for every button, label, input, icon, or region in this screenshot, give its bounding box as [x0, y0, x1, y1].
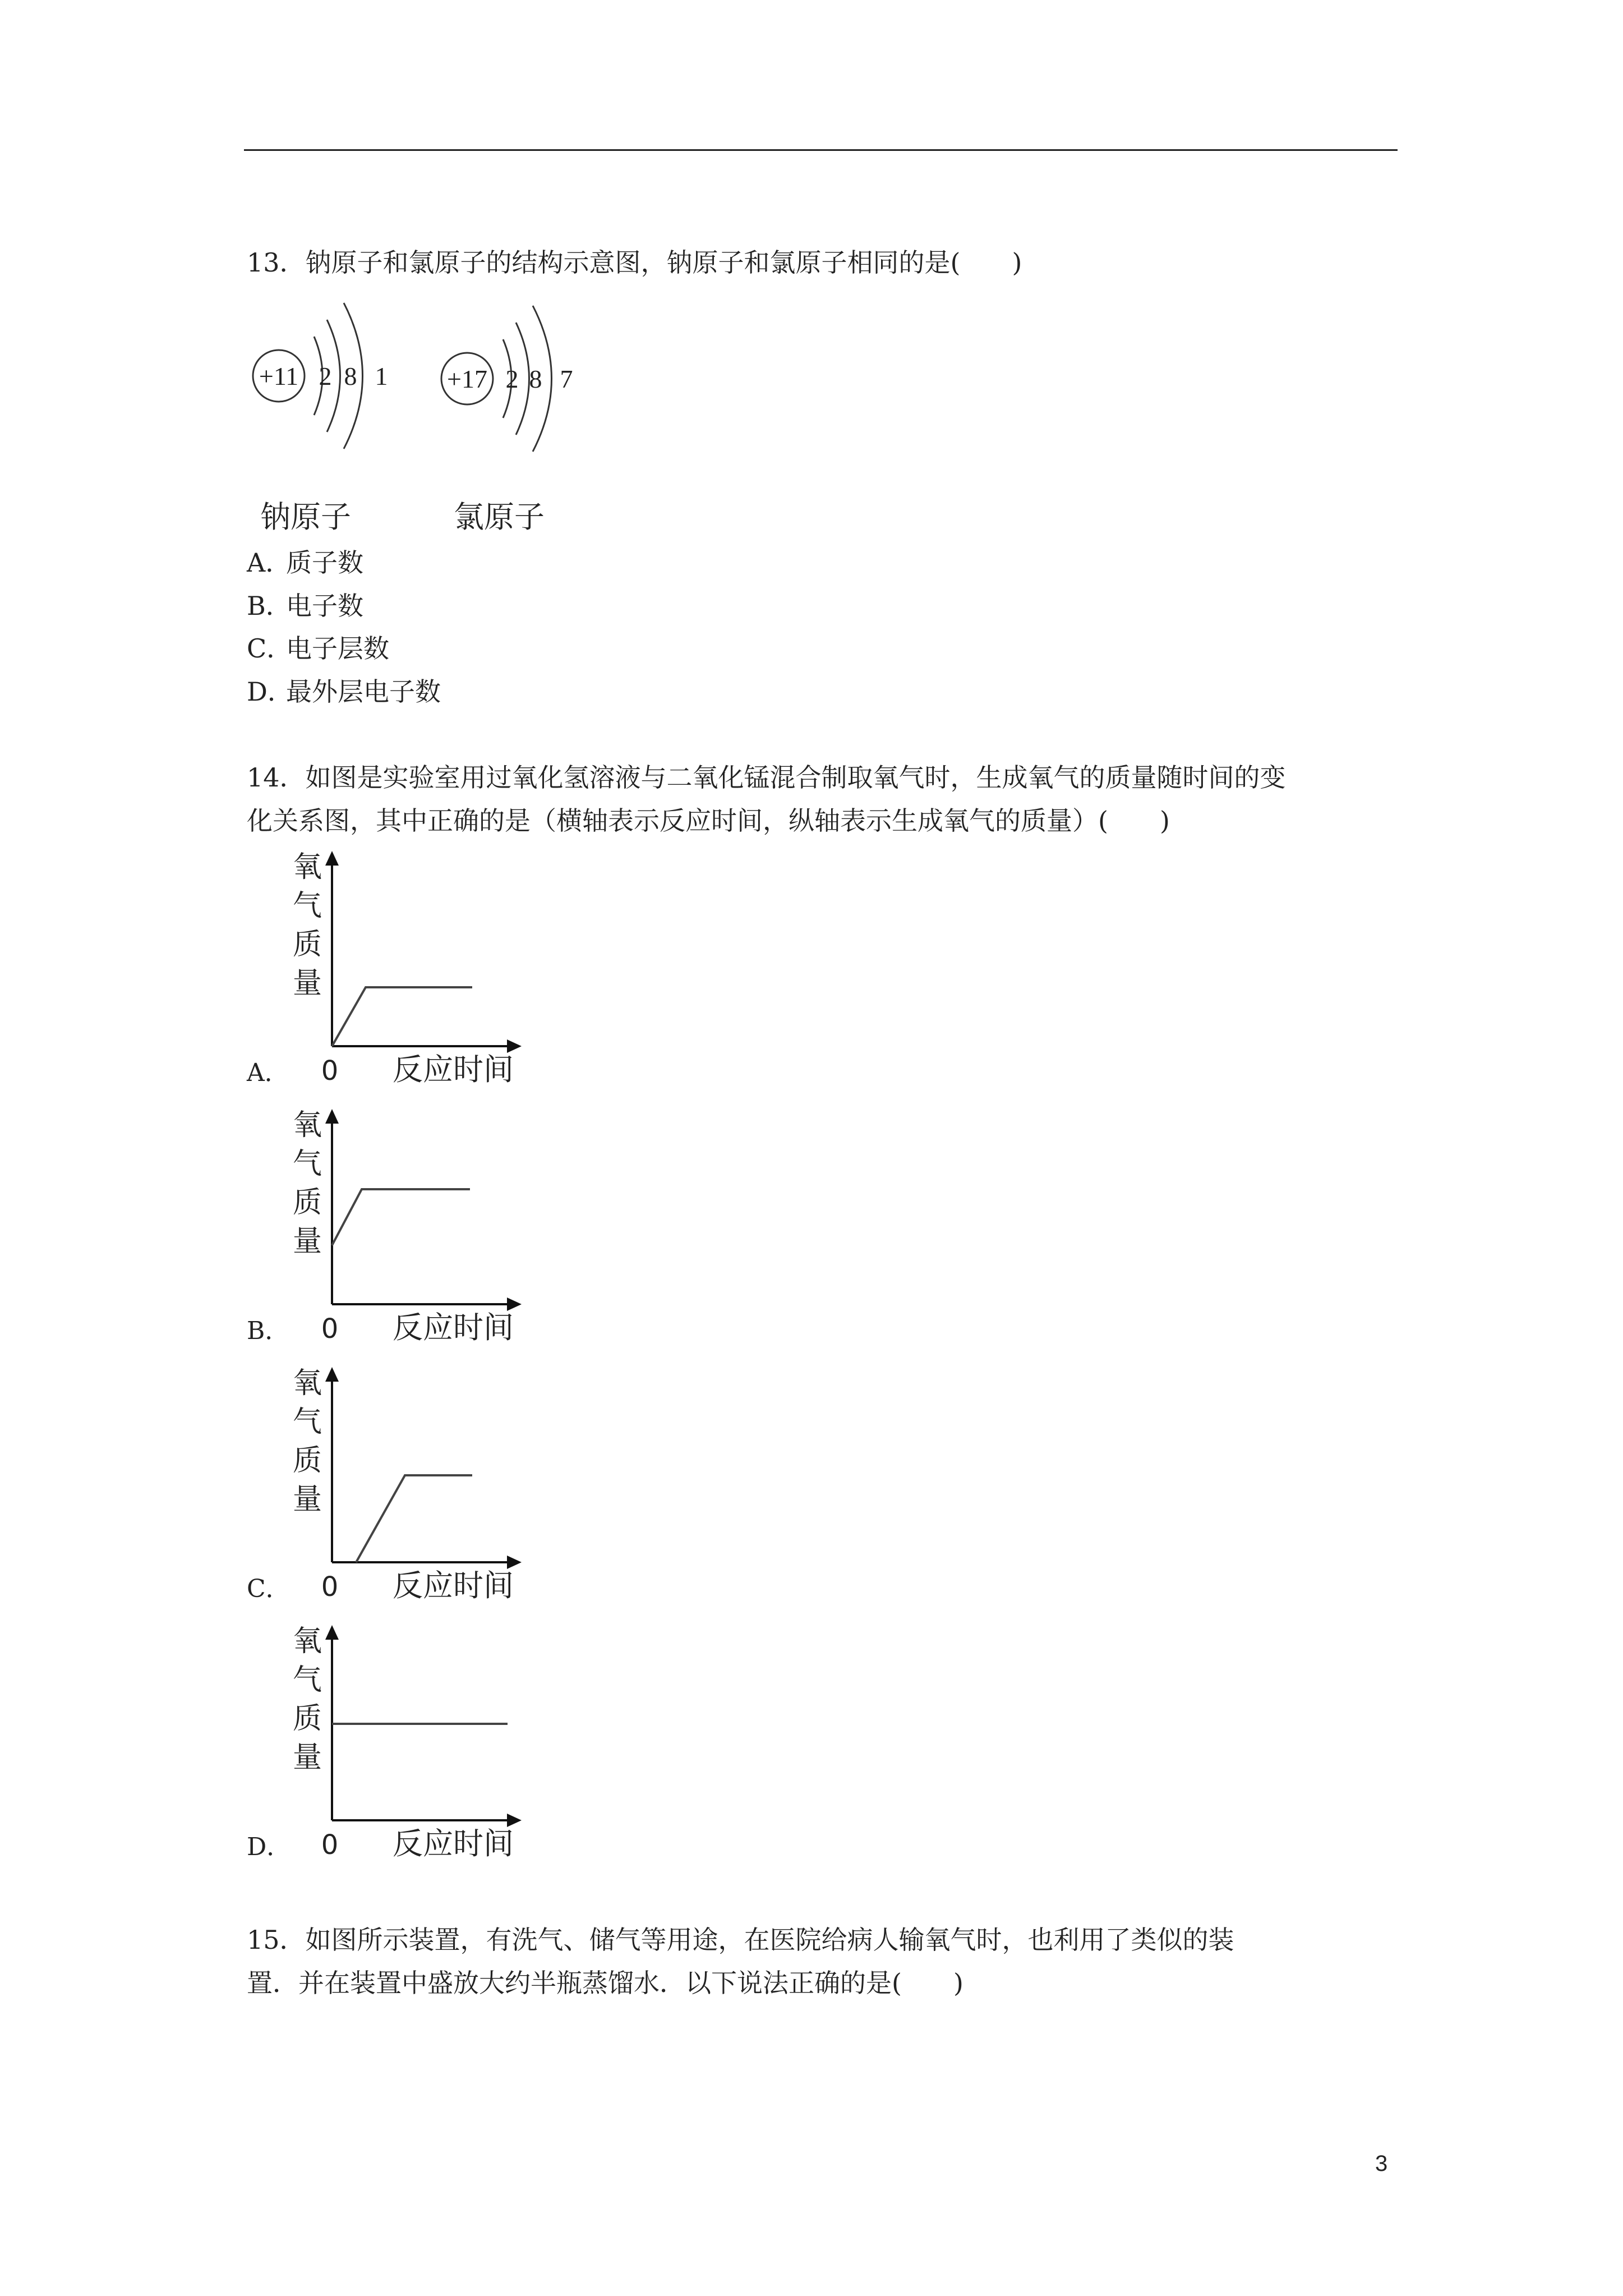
x-axis-label: 反应时间	[393, 1052, 514, 1087]
graph-a-letter: A．	[247, 1059, 289, 1087]
y-axis-char: 气	[292, 889, 322, 923]
chlorine-shell-3: 7	[560, 365, 573, 393]
y-axis-char: 质	[292, 928, 322, 961]
origin-label: 0	[321, 1055, 339, 1087]
chlorine-shell-1: 2	[505, 365, 519, 393]
y-axis-char: 量	[292, 1483, 322, 1516]
q13-option-d[interactable]	[247, 675, 441, 708]
option-letter: C．	[247, 633, 293, 664]
q13-option-a[interactable]	[247, 546, 363, 579]
option-letter: B．	[247, 591, 292, 621]
q13-atom-diagrams	[244, 280, 608, 544]
y-axis-char: 氧	[292, 1108, 322, 1142]
option-text: 电子数	[286, 591, 363, 621]
option-text: 最外层电子数	[286, 677, 441, 707]
q14-graph-d[interactable]	[280, 1624, 533, 1871]
graph-c-curve	[356, 1475, 472, 1562]
y-axis-char: 量	[292, 1225, 322, 1258]
y-axis-char: 质	[292, 1186, 322, 1220]
y-axis-char: 气	[292, 1405, 322, 1439]
q14-question-line1: 14．如图是实验室用过氧化氢溶液与二氧化锰混合制取氧气时，生成氧气的质量随时间的变	[247, 762, 1286, 793]
chlorine-shell-2: 8	[529, 365, 542, 393]
q13-option-c[interactable]	[247, 632, 389, 665]
y-axis-char: 质	[292, 1444, 322, 1478]
header-rule	[244, 149, 1398, 151]
chlorine-atom-diagram	[441, 306, 573, 535]
sodium-caption: 钠原子	[260, 499, 351, 535]
y-axis-char: 氧	[292, 1366, 322, 1400]
graph-b-curve	[332, 1189, 470, 1245]
q14-graph-c[interactable]	[280, 1366, 533, 1613]
graph-b-letter: B．	[247, 1317, 290, 1345]
sodium-shell-3: 1	[375, 362, 388, 390]
option-text: 质子数	[286, 547, 363, 578]
y-axis-char: 气	[292, 1663, 322, 1697]
y-axis-char: 量	[292, 1741, 322, 1774]
y-axis-char: 氧	[292, 1625, 322, 1658]
y-axis-char: 氧	[292, 850, 322, 884]
origin-label: 0	[321, 1571, 339, 1603]
sodium-shell-2: 8	[344, 362, 357, 390]
x-axis-label: 反应时间	[393, 1826, 514, 1861]
chlorine-nucleus: +17	[447, 365, 487, 393]
page-number: 3	[1375, 2151, 1388, 2176]
chlorine-caption: 氯原子	[454, 499, 545, 535]
q14-graph-a[interactable]	[280, 850, 533, 1097]
x-axis-label: 反应时间	[393, 1568, 514, 1603]
option-letter: A．	[247, 547, 292, 578]
sodium-nucleus: +11	[259, 362, 299, 390]
origin-label: 0	[321, 1313, 339, 1345]
sodium-shell-1: 2	[319, 362, 332, 390]
x-axis-label: 反应时间	[393, 1310, 514, 1345]
q14-graph-b[interactable]	[280, 1108, 533, 1355]
y-axis-char: 质	[292, 1702, 322, 1736]
option-text: 电子层数	[286, 633, 389, 664]
option-letter: D．	[247, 677, 293, 707]
sodium-atom-diagram	[253, 303, 388, 535]
graph-a-curve	[332, 987, 472, 1046]
q13-option-b[interactable]	[247, 589, 363, 623]
q15-question-line1: 15．如图所示装置，有洗气、储气等用途，在医院给病人输氧气时，也利用了类似的装	[247, 1925, 1234, 1955]
graph-c-letter: C．	[247, 1575, 291, 1603]
q13-question: 13．钠原子和氯原子的结构示意图，钠原子和氯原子相同的是( )	[247, 247, 1022, 278]
y-axis-char: 量	[292, 967, 322, 1000]
q15-question-line2: 置．并在装置中盛放大约半瓶蒸馏水．以下说法正确的是( )	[247, 1968, 963, 1998]
q14-question-line2: 化关系图，其中正确的是（横轴表示反应时间，纵轴表示生成氧气的质量）( )	[247, 806, 1170, 836]
graph-d-letter: D．	[247, 1833, 292, 1861]
y-axis-char: 气	[292, 1147, 322, 1181]
origin-label: 0	[321, 1829, 339, 1861]
